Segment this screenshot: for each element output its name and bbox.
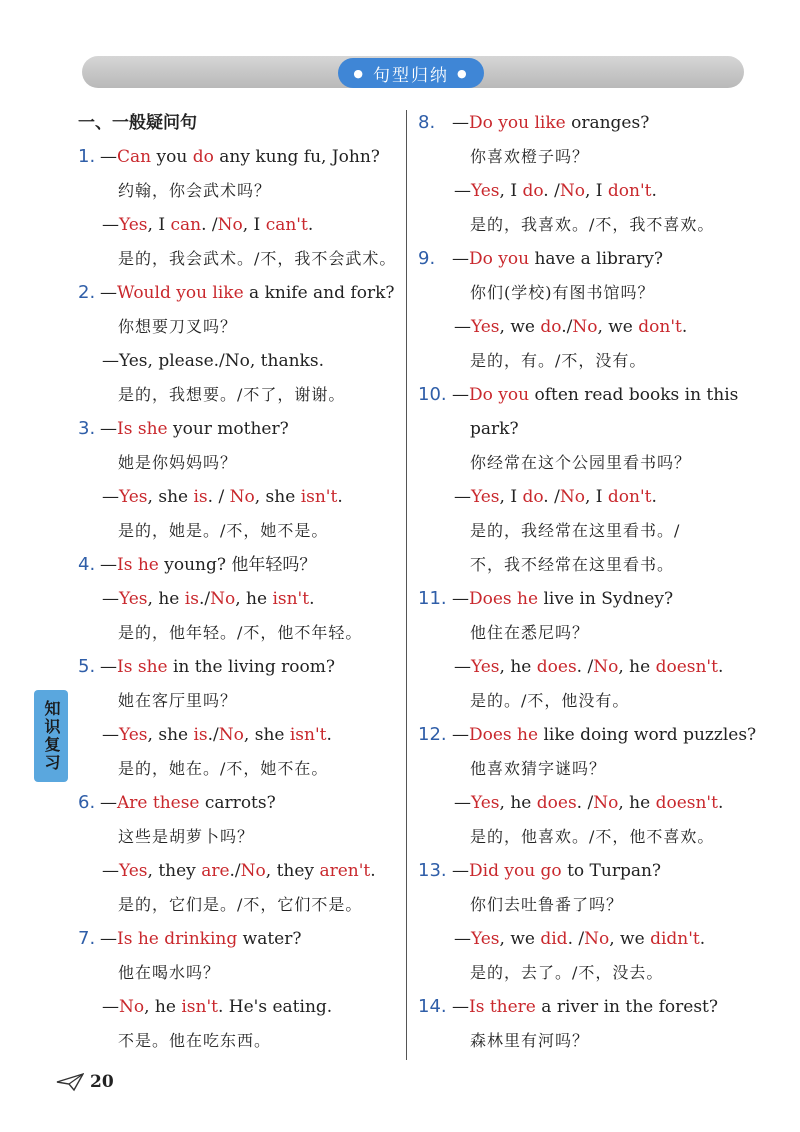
text-segment: — [102, 861, 119, 881]
text-segment: — [102, 725, 119, 745]
text-segment: doesn't [655, 793, 718, 813]
text-segment: did [540, 929, 568, 949]
text-segment: Yes [119, 725, 148, 745]
item-number: 7. [78, 928, 96, 949]
text-segment: Is she [117, 657, 168, 677]
text-segment: — [452, 997, 469, 1017]
text-segment: . [651, 487, 657, 507]
answer-translation: 是的，他喜欢。/不，他不喜欢。 [470, 827, 715, 846]
text-segment: . [370, 861, 376, 881]
right-column [418, 106, 757, 1058]
text-segment: Yes [119, 861, 148, 881]
question-translation: 你想要刀叉吗？ [118, 317, 238, 336]
bullet-dot-icon: ● [457, 66, 469, 80]
answer-translation: 是的，有。/不，没有。 [470, 351, 647, 370]
text-segment: No [584, 929, 610, 949]
text-segment: — [454, 657, 471, 677]
question-translation: 你们去吐鲁番了吗？ [470, 895, 624, 914]
item-number: 3. [78, 418, 96, 439]
text-segment: , they [147, 861, 202, 881]
text-segment: Does he [469, 589, 539, 609]
text-segment: aren't [319, 861, 371, 881]
text-segment: . [309, 589, 315, 609]
question-block [418, 378, 748, 582]
text-segment: , I [584, 487, 608, 507]
answer-translation: 不，我不经常在这里看书。 [470, 555, 675, 574]
answer-translation: 不是。他在吃东西。 [118, 1031, 272, 1050]
answer-line [78, 582, 398, 616]
item-number: 1. [78, 146, 96, 167]
question-block [78, 412, 398, 548]
question-block [78, 548, 398, 650]
answer-translation: 是的，我想要。/不了，谢谢。 [118, 385, 346, 404]
question-translation: 她是你妈妈吗？ [118, 453, 238, 472]
text-segment: Yes [471, 793, 500, 813]
question-line [78, 140, 398, 174]
text-segment: — [452, 385, 469, 405]
answer-line [418, 480, 748, 514]
text-segment: Yes [119, 215, 148, 235]
left-items [78, 140, 398, 1058]
question-line [418, 106, 748, 140]
text-segment: — [100, 147, 117, 167]
text-segment: Is she [117, 419, 168, 439]
item-number: 2. [78, 282, 96, 303]
text-segment: . [307, 215, 314, 235]
text-segment: — [454, 487, 471, 507]
text-segment: — [100, 793, 117, 813]
question-line [78, 922, 398, 956]
text-segment: . / [207, 487, 230, 507]
question-line [418, 990, 748, 1024]
page-footer [56, 1072, 114, 1092]
text-segment: — [100, 929, 117, 949]
text-segment: Yes [119, 589, 148, 609]
text-segment: , we [499, 317, 541, 337]
text-segment: — [452, 589, 469, 609]
text-segment: isn't [272, 589, 310, 609]
text-segment: —Yes, please./No, thanks. [102, 351, 324, 371]
question-line [78, 650, 398, 684]
text-segment: can [170, 215, 202, 235]
text-segment: No [210, 589, 236, 609]
text-segment: No [593, 793, 619, 813]
answer-translation: 是的，我经常在这里看书。/ [470, 521, 681, 540]
answer-line [418, 650, 748, 684]
text-segment: . [681, 317, 688, 337]
text-segment: live in Sydney? [538, 589, 674, 609]
page-title: 句型归纳 [373, 65, 449, 86]
text-segment: don't [607, 181, 652, 201]
text-segment: have a library? [529, 249, 664, 269]
question-block [78, 786, 398, 922]
item-number: 11. [418, 588, 447, 609]
text-segment: , she [254, 487, 301, 507]
text-segment: . [717, 793, 724, 813]
text-segment: Do you [469, 385, 530, 405]
text-segment: , I [147, 215, 171, 235]
text-segment: , he [499, 793, 537, 813]
text-segment: . He's eating. [217, 997, 333, 1017]
text-segment: . / [543, 181, 560, 201]
item-number: 9. [418, 248, 436, 269]
question-translation: 他喜欢猜字谜吗？ [470, 759, 607, 778]
left-column [78, 106, 398, 1058]
text-segment: isn't [289, 725, 327, 745]
question-line [418, 854, 748, 888]
text-segment: oranges? [565, 113, 650, 133]
text-segment: don't [638, 317, 682, 337]
text-segment: water? [237, 929, 302, 949]
answer-line [418, 922, 748, 956]
question-translation: 你经常在这个公园里看书吗？ [470, 453, 692, 472]
question-translation: 他住在悉尼吗？ [470, 623, 590, 642]
question-translation: 约翰，你会武术吗？ [118, 181, 272, 200]
text-segment: . [326, 725, 332, 745]
question-translation: 森林里有河吗？ [470, 1031, 590, 1050]
text-segment: ./ [229, 861, 241, 881]
question-line [78, 548, 398, 582]
text-segment: — [100, 657, 117, 677]
text-segment: doesn't [655, 657, 718, 677]
question-block [418, 854, 748, 990]
answer-line [418, 310, 748, 344]
text-segment: often read books in this [529, 385, 739, 405]
question-translation: 你喜欢橙子吗？ [470, 147, 590, 166]
text-segment: Yes [471, 487, 500, 507]
text-segment: — [454, 929, 471, 949]
text-segment: isn't [181, 997, 218, 1017]
text-segment: any kung fu, John? [213, 147, 380, 167]
text-segment: Yes [471, 657, 500, 677]
text-segment: is [193, 487, 208, 507]
answer-line [78, 208, 398, 242]
question-translation: 这些是胡萝卜吗？ [118, 827, 255, 846]
text-segment: . / [576, 793, 594, 813]
text-segment: a knife and fork? [243, 283, 395, 303]
answer-line [418, 786, 748, 820]
column-divider [406, 110, 407, 1060]
text-segment: — [100, 555, 117, 575]
text-segment: — [102, 215, 119, 235]
text-segment: Yes [471, 317, 500, 337]
item-number: 10. [418, 384, 447, 405]
question-line [78, 276, 398, 310]
text-segment: does [536, 657, 577, 677]
text-segment: Yes [471, 181, 500, 201]
text-segment: , he [144, 997, 182, 1017]
text-segment: does [536, 793, 577, 813]
text-segment: — [454, 793, 471, 813]
answer-translation: 是的，他年轻。/不，他不年轻。 [118, 623, 363, 642]
text-segment: , I [499, 181, 523, 201]
item-number: 5. [78, 656, 96, 677]
answer-line [78, 718, 398, 752]
answer-translation: 是的，它们是。/不，它们不是。 [118, 895, 363, 914]
text-segment: — [452, 249, 469, 269]
answer-line [78, 854, 398, 888]
text-segment: — [454, 317, 471, 337]
text-segment: , she [243, 725, 290, 745]
text-segment: don't [607, 487, 652, 507]
question-line [418, 582, 748, 616]
text-segment: Would you like [117, 283, 244, 303]
question-block [78, 650, 398, 786]
question-block [78, 276, 398, 412]
text-segment: No [218, 725, 244, 745]
text-segment: , I [499, 487, 523, 507]
item-number: 4. [78, 554, 96, 575]
text-segment: — [452, 725, 469, 745]
text-segment: is [184, 589, 199, 609]
question-line [418, 378, 748, 412]
text-segment: . / [576, 657, 594, 677]
text-segment: do [522, 181, 544, 201]
text-segment: are [201, 861, 230, 881]
text-segment: No [119, 997, 145, 1017]
question-line [418, 242, 748, 276]
text-segment: — [100, 419, 117, 439]
text-segment: ./ [561, 317, 573, 337]
text-segment: , he [618, 793, 656, 813]
text-segment: — [452, 861, 469, 881]
page-number: 20 [90, 1072, 114, 1092]
text-segment: like doing word puzzles? [538, 725, 757, 745]
text-segment: , I [584, 181, 608, 201]
text-segment: , we [499, 929, 541, 949]
text-segment: No [593, 657, 619, 677]
answer-translation: 是的，我喜欢。/不，我不喜欢。 [470, 215, 715, 234]
text-segment: Yes [471, 929, 500, 949]
section-header-pill [338, 58, 484, 88]
text-segment: , she [147, 487, 194, 507]
item-number: 6. [78, 792, 96, 813]
text-segment: No [217, 215, 243, 235]
question-translation: 他在喝水吗？ [118, 963, 221, 982]
text-segment: isn't [300, 487, 338, 507]
text-segment: do [540, 317, 562, 337]
text-segment: Are these [117, 793, 200, 813]
text-segment: Does he [469, 725, 539, 745]
text-segment: . / [567, 929, 585, 949]
question-translation: 你们(学校)有图书馆吗？ [470, 283, 655, 302]
text-segment: didn't [650, 929, 700, 949]
text-segment: Can [117, 147, 152, 167]
answer-line [78, 344, 398, 378]
text-segment: , he [235, 589, 273, 609]
answer-translation: 是的，我会武术。/不，我不会武术。 [118, 249, 397, 268]
item-number: 14. [418, 996, 447, 1017]
text-segment: . [717, 657, 724, 677]
text-segment: a river in the forest? [535, 997, 718, 1017]
text-segment: do [522, 487, 544, 507]
text-segment: your mother? [167, 419, 289, 439]
question-continuation: park? [470, 419, 519, 439]
text-segment: . / [201, 215, 218, 235]
text-segment: , they [265, 861, 320, 881]
answer-line [418, 174, 748, 208]
text-segment: carrots? [199, 793, 276, 813]
text-segment: in the living room? [167, 657, 335, 677]
question-block [78, 922, 398, 1058]
question-block [418, 990, 748, 1058]
text-segment: , she [147, 725, 194, 745]
text-segment: you [151, 147, 193, 167]
side-tab: 知识复习 [34, 690, 68, 782]
text-segment: young? 他年轻吗？ [158, 555, 317, 575]
question-block [78, 140, 398, 276]
text-segment: Do you [469, 249, 530, 269]
text-segment: Is there [469, 997, 536, 1017]
question-block [418, 106, 748, 242]
text-segment: ./ [207, 725, 219, 745]
text-segment: No [229, 487, 255, 507]
paper-plane-icon [56, 1072, 84, 1092]
text-segment: is [193, 725, 208, 745]
text-segment: No [240, 861, 266, 881]
answer-line [78, 990, 398, 1024]
bullet-dot-icon: ● [353, 66, 365, 80]
text-segment: , we [597, 317, 639, 337]
question-block [418, 242, 748, 378]
question-translation: 她在客厅里吗？ [118, 691, 238, 710]
text-segment: Yes [119, 487, 148, 507]
text-segment: . [337, 487, 343, 507]
text-segment: ./ [198, 589, 211, 609]
text-segment: — [102, 589, 119, 609]
text-segment: No [559, 181, 585, 201]
text-segment: , I [242, 215, 266, 235]
question-block [418, 718, 757, 854]
item-number: 13. [418, 860, 447, 881]
text-segment: — [102, 997, 119, 1017]
text-segment: to Turpan? [561, 861, 662, 881]
right-items [418, 106, 757, 1058]
text-segment: Is he drinking [117, 929, 238, 949]
question-block [418, 582, 748, 718]
item-number: 8. [418, 112, 436, 133]
text-segment: , we [609, 929, 651, 949]
question-line [78, 412, 398, 446]
text-segment: — [100, 283, 117, 303]
item-number: 12. [418, 724, 447, 745]
text-segment: can't [265, 215, 308, 235]
question-line [418, 718, 757, 752]
text-segment: No [572, 317, 598, 337]
section-title: 一、一般疑问句 [78, 113, 197, 133]
text-segment: — [102, 487, 119, 507]
text-segment: Is he [117, 555, 159, 575]
answer-translation: 是的。/不，他没有。 [470, 691, 630, 710]
text-segment: — [452, 113, 469, 133]
text-segment: , he [147, 589, 185, 609]
text-segment: — [454, 181, 471, 201]
answer-translation: 是的，去了。/不，没去。 [470, 963, 664, 982]
text-segment: , he [618, 657, 656, 677]
answer-line [78, 480, 398, 514]
text-segment: do [192, 147, 214, 167]
text-segment: , he [499, 657, 537, 677]
answer-translation: 是的，她在。/不，她不在。 [118, 759, 329, 778]
text-segment: Do you like [469, 113, 566, 133]
question-line [78, 786, 398, 820]
text-segment: No [559, 487, 585, 507]
text-segment: . / [543, 487, 560, 507]
answer-translation: 是的，她是。/不，她不是。 [118, 521, 329, 540]
text-segment: Did you go [469, 861, 562, 881]
text-segment: . [651, 181, 657, 201]
text-segment: . [699, 929, 706, 949]
